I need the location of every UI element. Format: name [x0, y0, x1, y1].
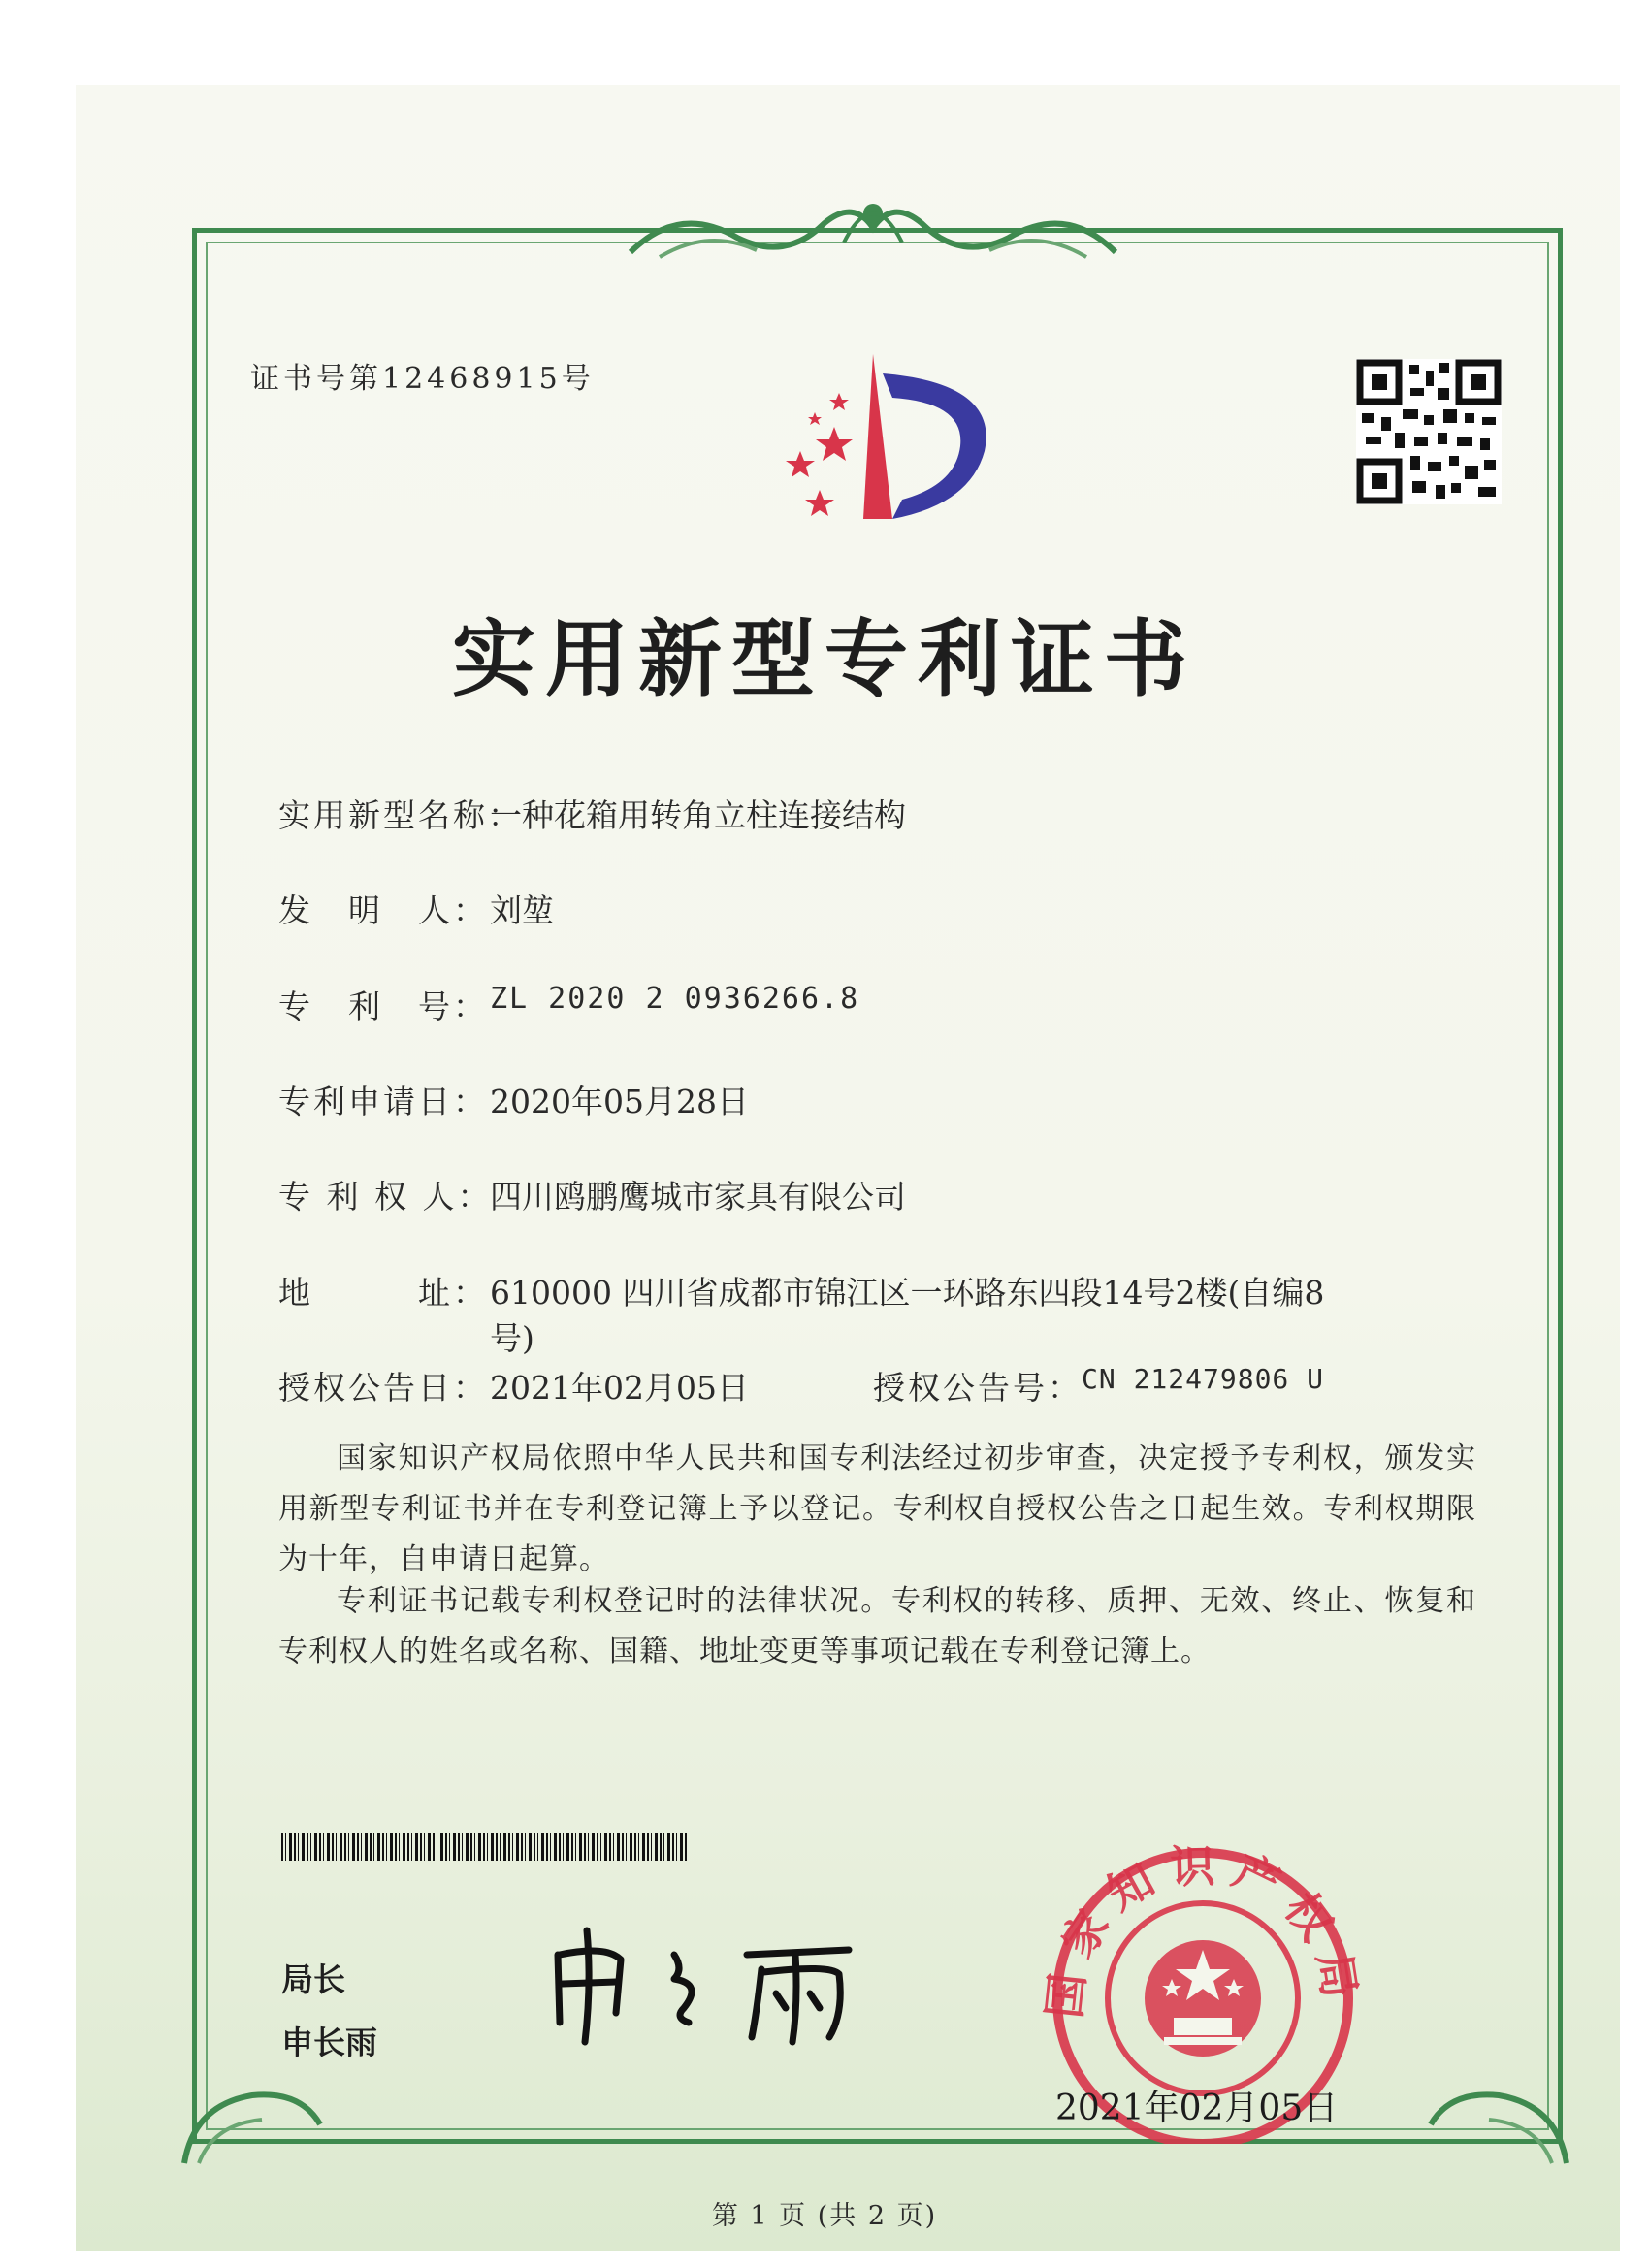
- director-title: 局长: [281, 1960, 345, 1998]
- patentee-label: 专 利 权 人：: [278, 1178, 493, 1215]
- filing-date-value: 2020年05月28日: [490, 1083, 749, 1120]
- patent-number-label: 专 利 号：: [278, 988, 488, 1025]
- patent-number-value: ZL 2020 2 0936266.8: [490, 982, 860, 1016]
- filing-date-label: 专利申请日：: [278, 1083, 488, 1120]
- address-line-1: 610000 四川省成都市锦江区一环路东四段14号2楼(自编8: [490, 1274, 1325, 1312]
- corner-ornament-left: [175, 2066, 330, 2173]
- seal-text: 国家知识产权局: [1037, 1839, 1369, 2021]
- seal-date: 2021年02月05日: [1055, 2089, 1339, 2128]
- address-label: 地 址：: [278, 1274, 488, 1312]
- barcode-icon: [281, 1833, 689, 1861]
- utility-model-name-value: 一种花箱用转角立柱连接结构: [490, 796, 906, 834]
- patentee-value: 四川鸥鹏鹰城市家具有限公司: [490, 1178, 906, 1215]
- director-signature: [538, 1916, 888, 2052]
- certificate-title: 实用新型专利证书: [452, 611, 1197, 708]
- grant-number-label: 授权公告号：: [873, 1369, 1083, 1407]
- inventor-label: 发 明 人：: [278, 891, 488, 929]
- statement-paragraph-2: 专利证书记载专利权登记时的法律状况。专利权的转移、质押、无效、终止、恢复和专利权人的姓名或名称、国籍、地址变更等事项记载在专利登记簿上。: [278, 1584, 1476, 1669]
- grant-number-value: CN 212479806 U: [1082, 1363, 1325, 1395]
- page-footer: 第 1 页 (共 2 页): [711, 2201, 938, 2231]
- utility-model-name-label: 实用新型名称：: [278, 796, 523, 834]
- cnipa-logo-icon: [757, 344, 1009, 529]
- corner-ornament-right: [1421, 2066, 1576, 2173]
- inventor-value: 刘堃: [490, 891, 554, 929]
- qr-code-icon: [1356, 359, 1502, 504]
- address-line-2: 号): [490, 1319, 534, 1357]
- top-ornament: [621, 184, 1125, 272]
- grant-date-label: 授权公告日：: [278, 1369, 488, 1407]
- certificate-number: 证书号第12468915号: [250, 362, 595, 396]
- statement-paragraph-1: 国家知识产权局依照中华人民共和国专利法经过初步审查，决定授予专利权，颁发实用新型专利证书并在专利登记簿上予以登记。专利权自授权公告之日起生效。专利权期限为十年，自申请日起算。: [278, 1442, 1476, 1576]
- national-emblem-icon: [1145, 1940, 1261, 2057]
- director-name: 申长雨: [281, 2024, 377, 2061]
- grant-date-value: 2021年02月05日: [490, 1369, 749, 1407]
